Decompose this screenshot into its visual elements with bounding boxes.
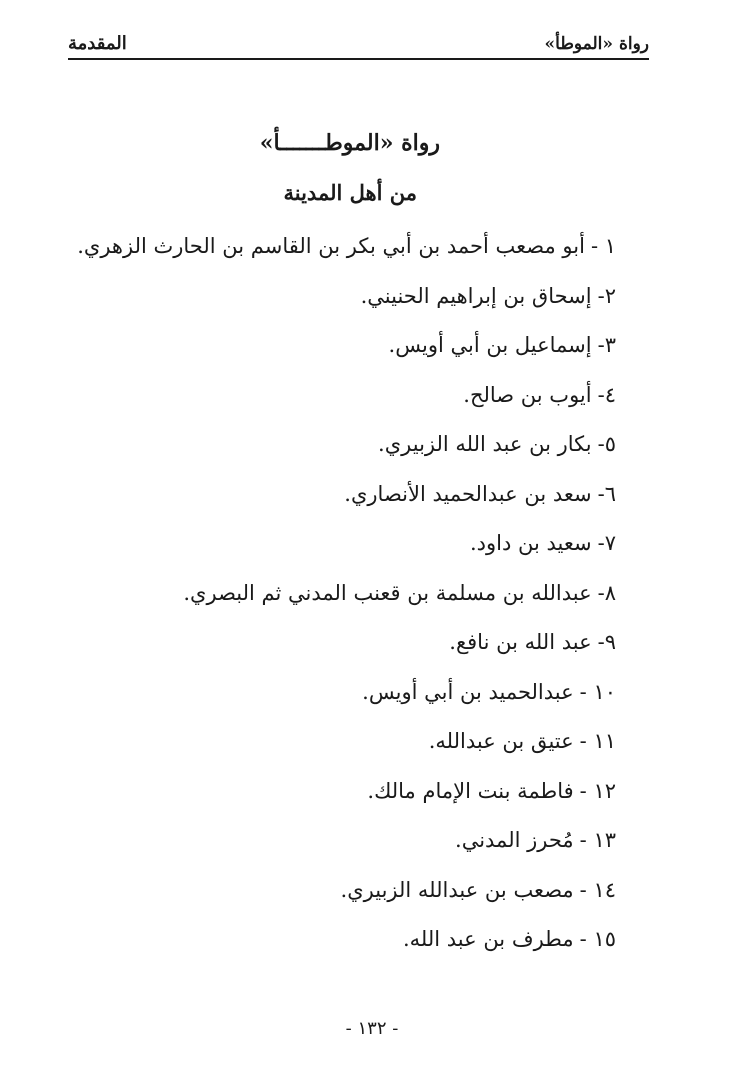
- list-item: [56, 228, 616, 278]
- list-item: [56, 525, 616, 575]
- running-header: [68, 26, 649, 60]
- list-item: [56, 278, 616, 328]
- list-item: [56, 377, 616, 427]
- item-text: فاطمة بنت الإمام مالك.: [367, 778, 574, 803]
- page-number: - ١٣٢ -: [345, 1018, 399, 1039]
- item-text: عتيق بن عبدالله.: [428, 729, 574, 753]
- item-text: مطرف بن عبد الله.: [402, 927, 574, 951]
- item-number: ٢-: [597, 283, 616, 308]
- list-item: [56, 921, 616, 971]
- item-text: أبو مصعب أحمد بن أبي بكر بن القاسم بن الحارث الزهري.: [77, 234, 585, 258]
- item-number: ١٣ -: [579, 828, 616, 852]
- list-item: [56, 624, 616, 674]
- item-text: إسحاق بن إبراهيم الحنيني.: [360, 283, 592, 308]
- item-number: ١٥ -: [579, 927, 616, 951]
- running-header-chapter: المقدمة: [68, 33, 127, 54]
- list-item: [56, 575, 616, 625]
- narrator-list: [56, 228, 616, 971]
- list-item: [56, 723, 616, 773]
- item-number: ١٢ -: [579, 778, 616, 803]
- item-text: سعيد بن داود.: [469, 531, 592, 555]
- list-item: [56, 872, 616, 922]
- item-text: عبدالحميد بن أبي أويس.: [362, 679, 574, 704]
- section-title: رواة «الموطـــــــأ»: [259, 130, 440, 156]
- item-number: ١٤ -: [579, 877, 616, 902]
- item-number: ٦-: [597, 481, 616, 506]
- item-text: بكار بن عبد الله الزبيري.: [378, 432, 592, 456]
- item-number: ٥-: [597, 432, 616, 456]
- item-number: ١٠ -: [579, 679, 616, 704]
- running-header-title: رواة «الموطأ»: [544, 34, 649, 54]
- item-text: إسماعيل بن أبي أويس.: [388, 333, 592, 357]
- item-number: ٣-: [597, 333, 616, 357]
- item-text: عبد الله بن نافع.: [449, 630, 592, 654]
- item-number: ١١ -: [579, 729, 616, 753]
- item-number: ٩-: [597, 630, 616, 654]
- list-item: [56, 476, 616, 526]
- list-item: [56, 674, 616, 724]
- list-item: [56, 327, 616, 377]
- item-text: سعد بن عبدالحميد الأنصاري.: [344, 481, 592, 506]
- item-text: أيوب بن صالح.: [463, 382, 592, 407]
- item-number: ٨-: [597, 580, 616, 605]
- item-text: مُحرز المدني.: [455, 828, 574, 852]
- item-number: ١ -: [590, 234, 616, 258]
- list-item: [56, 773, 616, 823]
- list-item: [56, 822, 616, 872]
- item-number: ٤-: [597, 382, 616, 407]
- section-subtitle: من أهل المدينة: [283, 180, 417, 205]
- item-text: مصعب بن عبدالله الزبيري.: [340, 877, 574, 902]
- item-number: ٧-: [597, 531, 616, 555]
- list-item: [56, 426, 616, 476]
- item-text: عبدالله بن مسلمة بن قعنب المدني ثم البصري.: [183, 580, 592, 605]
